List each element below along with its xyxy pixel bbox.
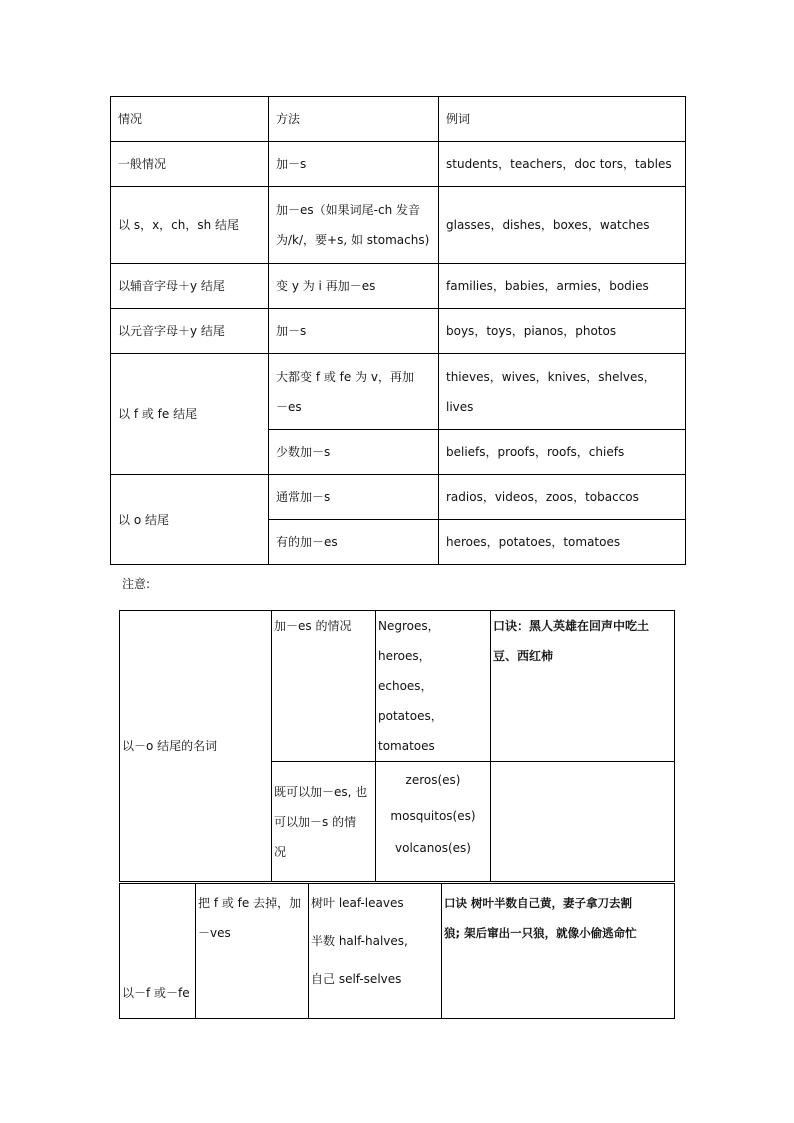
mnemonic-cell: [491, 611, 675, 762]
category-cell: 以－f 或－fe: [120, 884, 196, 1019]
mnemonic-line: 狼; 架后窜出一只狼，就像小偷逃命忙: [444, 926, 637, 940]
table-row: [111, 142, 686, 187]
mnemonic-line: 口诀 树叶半数自己黄，妻子拿刀去割: [444, 896, 633, 910]
rule-line: －ves: [198, 926, 231, 940]
examples-cell: glasses，dishes，boxes，watches: [439, 187, 686, 264]
rule-line: 既可以加－es, 也: [274, 784, 368, 799]
note-label: 注意:: [122, 577, 151, 591]
case-cell: 以辅音字母＋y 结尾: [111, 264, 269, 309]
example-line: volcanos(es): [395, 841, 471, 855]
examples-cell: students，teachers，doc tors，tables: [439, 142, 686, 187]
table-row: [111, 309, 686, 354]
example-line: Negroes， heroes，: [378, 619, 440, 663]
example-line: tomatoes: [378, 739, 435, 753]
method-line: 为/k/，要+s, 如 stomachs): [276, 233, 430, 247]
mnemonic-cell: [442, 884, 675, 1019]
table-header-row: [111, 97, 686, 142]
rule-line: 况: [274, 844, 287, 859]
method-line: 加－es（如果词尾-ch 发音: [276, 203, 420, 217]
mnemonic-line: 豆、西红柿: [493, 649, 554, 663]
category-cell: 以－o 结尾的名词: [120, 611, 272, 882]
case-cell: 以 o 结尾: [111, 475, 269, 565]
examples-cell: heroes，potatoes，tomatoes: [439, 520, 686, 565]
examples-cell: families，babies，armies，bodies: [439, 264, 686, 309]
example-line: 半数 half-halves,: [311, 934, 408, 948]
method-cell: 变 y 为 i 再加－es: [269, 264, 439, 309]
examples-cell: radios，videos，zoos，tobaccos: [439, 475, 686, 520]
table-row: [111, 187, 686, 264]
header-case: 情况: [111, 97, 269, 142]
method-cell: 少数加－s: [269, 430, 439, 475]
example-line: 树叶 leaf-leaves: [311, 896, 404, 910]
table-row: [111, 354, 686, 430]
method-cell: 加－s: [269, 142, 439, 187]
header-examples: 例词: [439, 97, 686, 142]
case-cell: 一般情况: [111, 142, 269, 187]
example-line: mosquitos(es): [390, 809, 476, 823]
header-method: 方法: [269, 97, 439, 142]
mnemonic-line: 口诀：黑人英雄在回声中吃土: [493, 619, 650, 633]
method-cell: [269, 187, 439, 264]
example-line: 自己 self-selves: [311, 972, 402, 986]
case-cell: 以 f 或 fe 结尾: [111, 354, 269, 475]
rule-cell: 加－es 的情况: [272, 611, 376, 762]
method-cell: 加－s: [269, 309, 439, 354]
rule-cell: [196, 884, 309, 1019]
method-cell: [269, 354, 439, 430]
method-cell: 有的加－es: [269, 520, 439, 565]
o-ending-table: [119, 610, 675, 882]
case-cell: 以元音字母＋y 结尾: [111, 309, 269, 354]
method-line: －es: [276, 399, 302, 414]
rule-line: 可以加－s 的情: [274, 814, 357, 829]
method-line: 大都变 f 或 fe 为 v，再加: [276, 369, 415, 384]
rule-line: 把 f 或 fe 去掉，加: [198, 896, 302, 910]
mnemonic-cell-empty: [491, 762, 675, 882]
case-cell: 以 s，x，ch，sh 结尾: [111, 187, 269, 264]
example-line: zeros(es): [405, 773, 461, 787]
plural-rules-table: [110, 96, 686, 565]
examples-cell: [309, 884, 442, 1019]
method-cell: 通常加－s: [269, 475, 439, 520]
examples-cell: boys，toys，pianos，photos: [439, 309, 686, 354]
example-line: echoes，potatoes，: [378, 679, 443, 723]
table-row: [111, 264, 686, 309]
f-fe-ending-table: [119, 883, 675, 1019]
table-row: [120, 611, 675, 762]
rule-cell: [272, 762, 376, 882]
table-row: [120, 884, 675, 1019]
examples-cell: thieves，wives，knives，shelves，lives: [439, 354, 686, 430]
examples-cell: [376, 611, 491, 762]
examples-cell: beliefs，proofs，roofs，chiefs: [439, 430, 686, 475]
examples-cell: [376, 762, 491, 882]
table-row: [111, 475, 686, 520]
